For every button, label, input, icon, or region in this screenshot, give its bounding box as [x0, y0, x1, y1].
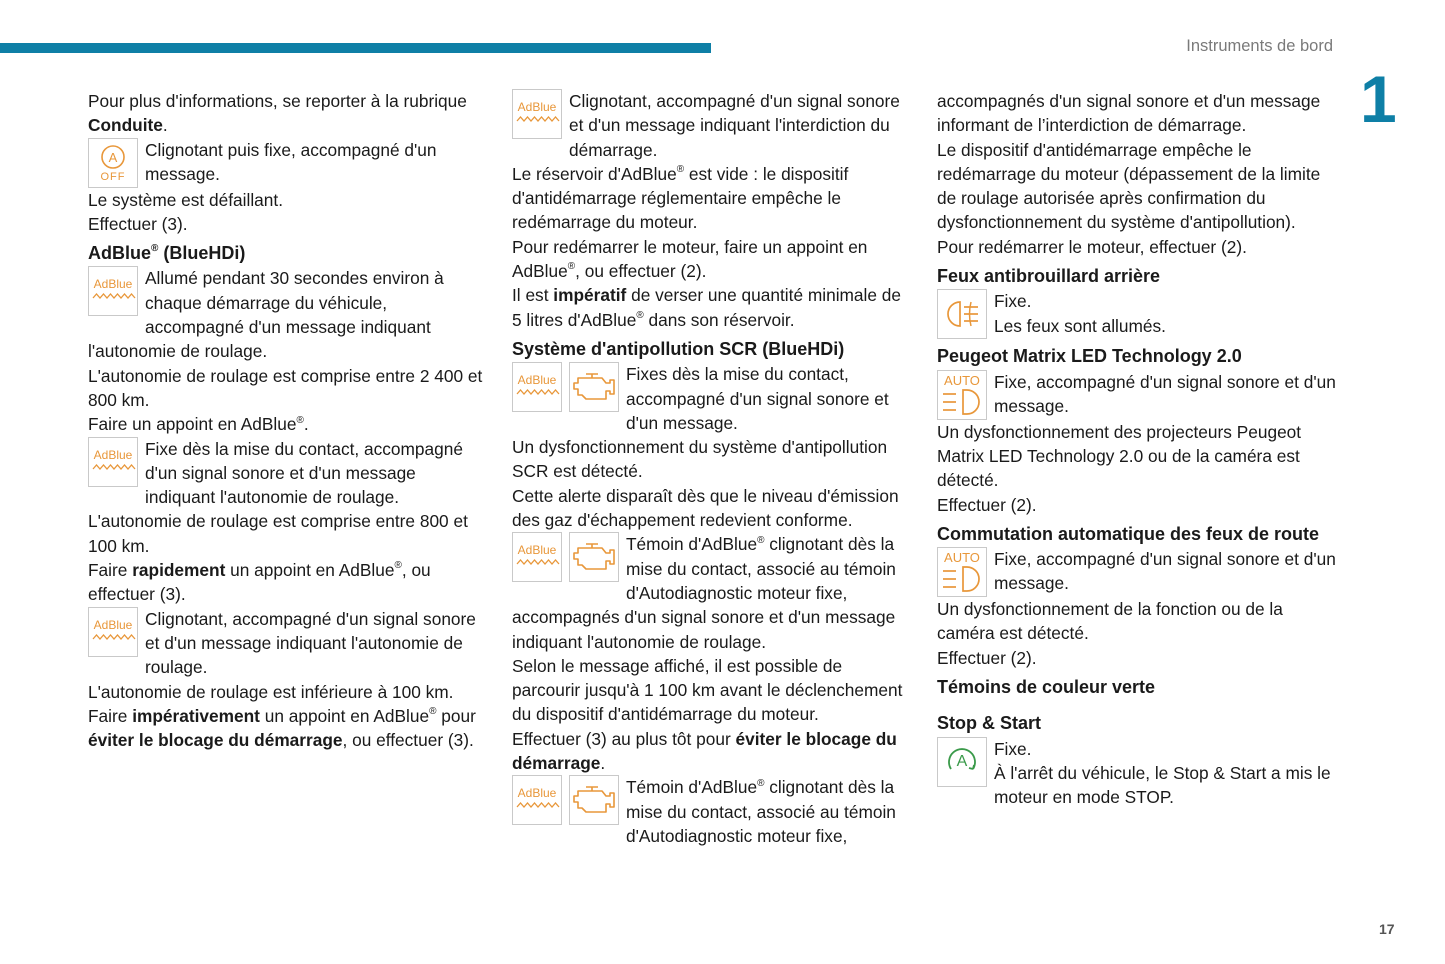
range-line-1: L'autonomie de roulage est comprise entre 2 400 et 800 km.	[88, 365, 483, 410]
intro-paragraph: Pour plus d'informations, se reporter à la rubrique Conduite.	[88, 91, 467, 136]
section-title: Instruments de bord	[1186, 37, 1333, 55]
matrix-detect-line: Un dysfonctionnement des projecteurs Peugeot Matrix LED Technology 2.0 ou de la caméra est détecté.	[937, 421, 1302, 491]
scr-entry-1	[512, 362, 912, 435]
auto-beam-heading: Commutation automatique des feux de route	[937, 523, 1320, 544]
matrix-entry-text: Fixe, accompagné d'un signal sonore et d'un message.	[994, 371, 1336, 416]
svg-text:AdBlue: AdBlue	[517, 100, 557, 114]
scr-entry-2-text: Témoin d'AdBlue® clignotant dès la mise du contact, associé au témoin d'Autodiagnostic moteur fixe, accompagnés d'un signal sonore et d'un message indiquant l'autonomie de roulage.	[512, 534, 896, 652]
adblue-icon	[88, 607, 138, 657]
svg-text:AdBlue: AdBlue	[93, 617, 133, 632]
svg-text:AdBlue: AdBlue	[93, 447, 133, 462]
fog-entry	[937, 289, 1337, 339]
fault-line: Le système est défaillant.	[88, 189, 283, 210]
adblue-icon	[512, 532, 562, 582]
range-line-2: L'autonomie de roulage est comprise entre 800 et 100 km.	[88, 511, 468, 556]
engine-icon	[569, 775, 619, 825]
scr-entry-3-text: Témoin d'AdBlue® clignotant dès la mise du contact, associé au témoin d'Autodiagnostic moteur fixe,	[626, 777, 896, 846]
page-number: 17	[1379, 921, 1395, 937]
scr-entry-2	[512, 532, 912, 653]
stop-start-off-icon	[88, 138, 138, 188]
adblue-entry-4-text: Clignotant, accompagné d'un signal sonore et d'un message indiquant l'interdiction du démarrage.	[569, 91, 900, 160]
svg-text:AdBlue: AdBlue	[93, 277, 133, 292]
scr-1100-line: Selon le message affiché, il est possible de parcourir jusqu'à 1 100 km avant le déclenchement du dispositif d'antidémarrage du moteur.	[512, 655, 903, 725]
adblue-icon	[512, 362, 562, 412]
scr-entry-3	[512, 775, 912, 848]
scr-detect-line: Un dysfonctionnement du système d'antipollution SCR est détecté.	[512, 437, 888, 482]
header-accent-bar	[0, 43, 711, 53]
stop-start-entry	[937, 737, 1337, 810]
adblue-entry-3	[88, 607, 488, 680]
auto-high-beam-icon	[937, 547, 987, 597]
matrix-action-line: Effectuer (2).	[937, 494, 1037, 515]
matrix-entry	[937, 370, 1337, 420]
adblue-icon	[512, 89, 562, 139]
auto-beam-entry	[937, 547, 1337, 597]
column-1	[88, 89, 488, 752]
svg-text:OFF: OFF	[100, 170, 126, 183]
fog-heading: Feux antibrouillard arrière	[937, 266, 1161, 287]
svg-text:AdBlue: AdBlue	[517, 786, 557, 801]
refill-line-2: Faire rapidement un appoint en AdBlue®, ou effectuer (3).	[88, 560, 431, 605]
scr-disappear-line: Cette alerte disparaît dès que le niveau d'émission des gaz d'échappement redevient conforme.	[512, 485, 899, 531]
engine-icon	[569, 362, 619, 412]
adblue-icon	[88, 266, 138, 316]
stop-start-text-1: Fixe.	[994, 738, 1032, 759]
rear-fog-light-icon	[937, 289, 987, 339]
adblue-heading: AdBlue® (BlueHDi)	[88, 243, 246, 264]
stop-start-text-2: À l'arrêt du véhicule, le Stop & Start a mis le moteur en mode STOP.	[994, 762, 1331, 808]
stop-start-off-text: Clignotant puis fixe, accompagné d'un message.	[145, 139, 437, 184]
stop-start-icon	[937, 737, 987, 787]
chapter-number: 1	[1360, 62, 1397, 136]
auto-beam-entry-text: Fixe, accompagné d'un signal sonore et d'un message.	[994, 549, 1336, 594]
continued-text: accompagnés d'un signal sonore et d'un message informant de l’interdiction de démarrage.	[937, 91, 1321, 136]
adblue-icon	[512, 775, 562, 825]
svg-text:A: A	[108, 149, 118, 165]
auto-high-beam-icon	[937, 370, 987, 420]
scr-entry-1-text: Fixes dès la mise du contact, accompagné d'un signal sonore et d'un message.	[626, 364, 889, 433]
range-line-3: L'autonomie de roulage est inférieure à 100 km.	[88, 681, 454, 702]
stop-start-off-entry	[88, 138, 488, 188]
adblue-entry-1	[88, 266, 488, 363]
scr-early-line: Effectuer (3) au plus tôt pour éviter le blocage du démarrage.	[512, 728, 897, 774]
column-3	[937, 89, 1337, 810]
adblue-entry-4	[512, 89, 912, 162]
svg-text:AUTO: AUTO	[944, 372, 980, 388]
svg-text:AdBlue: AdBlue	[517, 373, 557, 388]
tank-empty-line: Le réservoir d'AdBlue® est vide : le dispositif d'antidémarrage réglementaire empêche le redémarrage du moteur.	[512, 163, 849, 233]
green-indicators-heading: Témoins de couleur verte	[937, 677, 1156, 698]
refill-line-3: Faire impérativement un appoint en AdBlue® pour éviter le blocage du démarrage, ou effectuer (3).	[88, 705, 476, 751]
adblue-entry-2-text: Fixe dès la mise du contact, accompagné d'un signal sonore et d'un message indiquant l'autonomie de roulage.	[145, 438, 463, 508]
auto-beam-detect-line: Un dysfonctionnement de la fonction ou de la caméra est détecté.	[937, 599, 1283, 644]
action-line: Effectuer (3).	[88, 213, 188, 234]
restart-text: Pour redémarrer le moteur, effectuer (2).	[937, 236, 1247, 257]
fog-text-1: Fixe.	[994, 291, 1032, 312]
adblue-entry-1-text: Allumé pendant 30 secondes environ à chaque démarrage du véhicule, accompagné d'un message indiquant l'autonomie de roulage.	[88, 268, 444, 362]
antistart-text: Le dispositif d'antidémarrage empêche le redémarrage du moteur (dépassement de la limite de roulage autorisée après confirmation du dysfonctionnement du système d'antipollution).	[937, 139, 1321, 233]
svg-text:AdBlue: AdBlue	[517, 543, 557, 558]
stop-start-heading: Stop & Start	[937, 713, 1042, 734]
adblue-entry-3-text: Clignotant, accompagné d'un signal sonore et d'un message indiquant l'autonomie de roulage.	[145, 608, 476, 678]
imperatif-line: Il est impératif de verser une quantité minimale de 5 litres d'AdBlue® dans son réservoir.	[512, 285, 902, 330]
refill-line-1: Faire un appoint en AdBlue®.	[88, 414, 309, 435]
restart-line: Pour redémarrer le moteur, faire un appoint en AdBlue®, ou effectuer (2).	[512, 236, 868, 282]
auto-beam-action-line: Effectuer (2).	[937, 647, 1037, 668]
svg-text:AUTO: AUTO	[944, 550, 980, 566]
column-2	[512, 89, 912, 848]
scr-heading: Système d'antipollution SCR (BlueHDi)	[512, 338, 845, 359]
engine-icon	[569, 532, 619, 582]
fog-text-2: Les feux sont allumés.	[994, 315, 1166, 336]
matrix-heading: Peugeot Matrix LED Technology 2.0	[937, 346, 1242, 367]
svg-text:A: A	[956, 752, 968, 770]
adblue-icon	[88, 437, 138, 487]
adblue-entry-2	[88, 437, 488, 510]
